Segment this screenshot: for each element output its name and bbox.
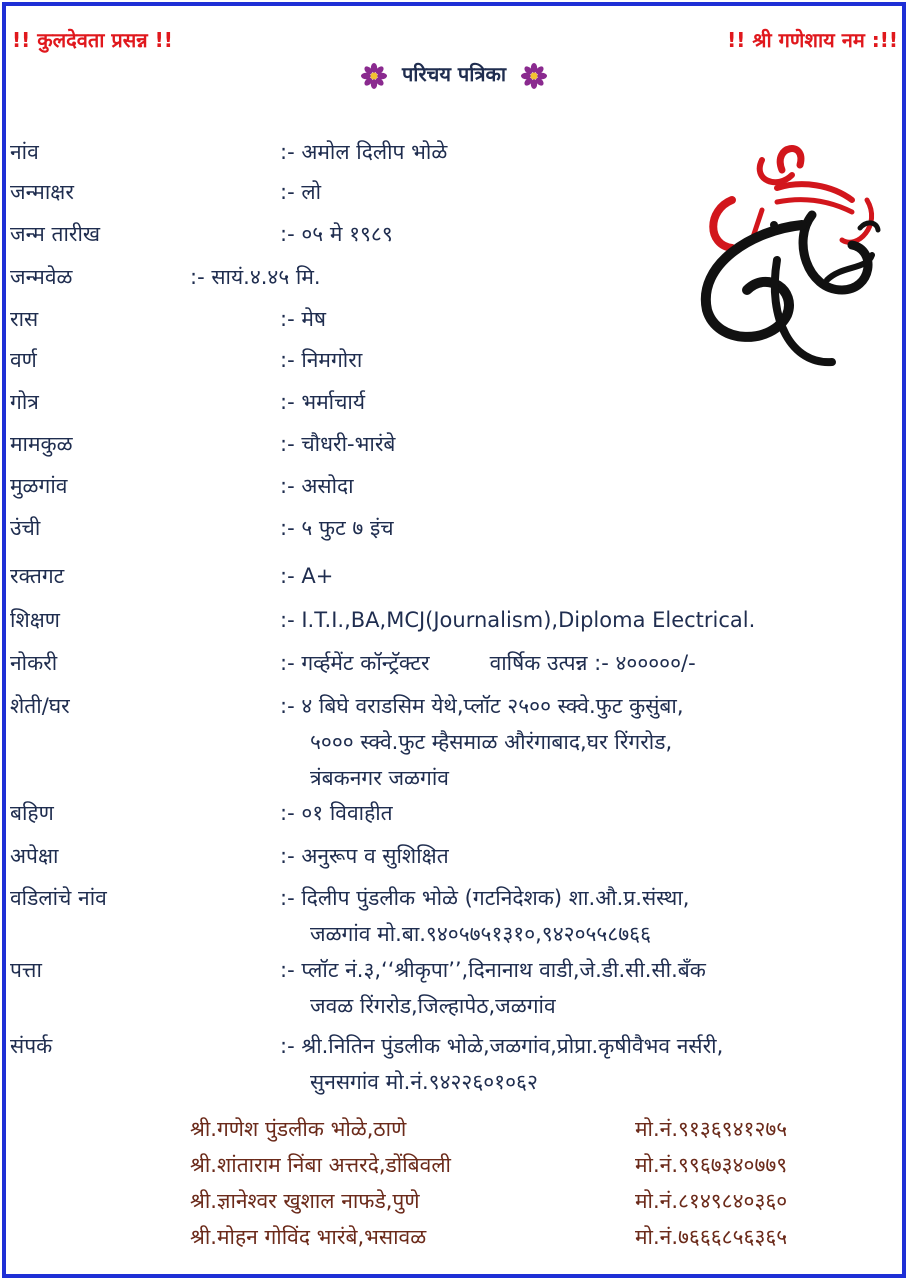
detail-value: :- अमोल दिलीप भोळे [280, 140, 448, 164]
detail-value [280, 645, 880, 681]
relative-name: श्री.ज्ञानेश्वर खुशाल नाफडे,पुणे [190, 1189, 420, 1213]
page-title-row [0, 60, 908, 89]
detail-label: रास [10, 307, 39, 331]
detail-value: :- सायं.४.४५ मि. [190, 265, 321, 289]
detail-value: :- चौधरी-भारंबे [280, 432, 396, 456]
occupation-text: :- गर्व्हमेंट कॉन्ट्रॅक्टर [280, 651, 430, 675]
detail-label: वर्ण [10, 348, 37, 372]
detail-value [280, 880, 880, 952]
relative-name: श्री.मोहन गोविंद भारंबे,भसावळ [190, 1225, 427, 1249]
detail-label: जन्म तारीख [10, 222, 101, 246]
detail-value: :- मेष [280, 307, 327, 331]
detail-label: पत्ता [10, 958, 42, 982]
detail-label: अपेक्षा [10, 844, 59, 868]
relative-phone: मो.नं.९९६७३४०७७९ [635, 1153, 788, 1177]
relative-phone: मो.नं.७६६६८५६३६५ [635, 1225, 788, 1249]
detail-label: शिक्षण [10, 608, 60, 632]
detail-value [280, 952, 880, 1024]
detail-value: :- ०१ विवाहीत [280, 801, 393, 825]
detail-label: नोकरी [10, 651, 58, 675]
detail-label: जन्माक्षर [10, 180, 74, 204]
flower-icon [361, 63, 387, 89]
father-line-2: जळगांव मो.बा.९४०५७५१३१०,९४२०५५८७६६ [310, 922, 652, 946]
address-line-1: :- प्लॉट नं.३,‘‘श्रीकृपा’’,दिनानाथ वाडी,जे.डी.सी.सी.बॅंक [280, 958, 706, 982]
detail-label: मुळगांव [10, 474, 68, 498]
detail-value: :- A+ [280, 564, 334, 588]
detail-label: संपर्क [10, 1034, 53, 1058]
property-line-2: ५००० स्क्वे.फुट म्हैसमाळ औरंगाबाद,घर रिंगरोड, [310, 730, 673, 754]
relative-phone: मो.नं.९१३६९४१२७५ [635, 1117, 788, 1141]
detail-value: :- ०५ मे १९८९ [280, 222, 393, 246]
detail-value: :- ५ फुट ७ इंच [280, 516, 394, 540]
property-line-3: त्रंबकनगर जळगांव [310, 766, 449, 790]
detail-value: :- अनुरूप व सुशिक्षित [280, 844, 449, 868]
ganesh-salutation: !! श्री गणेशाय नम :!! [727, 28, 898, 52]
detail-label: शेती/घर [10, 694, 70, 718]
detail-value: :- भर्माचार्य [280, 390, 366, 414]
detail-label: बहिण [10, 801, 54, 825]
father-line-1: :- दिलीप पुंडलीक भोळे (गटनिदेशक) शा.औ.प्र.संस्था, [280, 886, 690, 910]
detail-label: नांव [10, 140, 39, 164]
relative-name: श्री.शांताराम निंबा अत्तरदे,डोंबिवली [190, 1153, 451, 1177]
detail-value: :- असोदा [280, 474, 354, 498]
detail-label: मामकुळ [10, 432, 73, 456]
detail-value [280, 1028, 880, 1100]
detail-value: :- I.T.I.,BA,MCJ(Journalism),Diploma Electrical. [280, 608, 756, 632]
flower-icon [521, 63, 547, 89]
property-line-1: :- ४ बिघे वराडसिम येथे,प्लॉट २५०० स्क्वे.फुट कुसुंबा, [280, 694, 684, 718]
detail-label: रक्तगट [10, 564, 65, 588]
annual-income: वार्षिक उत्पन्न :- ४०००००/- [489, 651, 696, 675]
detail-label: उंची [10, 516, 41, 540]
kuldevata-heading: !! कुलदेवता प्रसन्न !! [12, 28, 173, 52]
page-title: परिचय पत्रिका [401, 62, 507, 86]
relative-phone: मो.नं.८१४९८४०३६० [635, 1189, 788, 1213]
contact-line-1: :- श्री.नितिन पुंडलीक भोळे,जळगांव,प्रोप्रा.कृषीवैभव नर्सरी, [280, 1034, 724, 1058]
detail-value: :- निमगोरा [280, 348, 363, 372]
detail-label: जन्मवेळ [10, 265, 73, 289]
detail-label: गोत्र [10, 390, 39, 414]
contact-line-2: सुनसगांव मो.नं.९४२२६०१०६२ [310, 1070, 538, 1094]
detail-value: :- लो [280, 180, 322, 204]
detail-value [280, 688, 880, 796]
detail-label: वडिलांचे नांव [10, 886, 107, 910]
address-line-2: जवळ रिंगरोड,जिल्हापेठ,जळगांव [310, 994, 556, 1018]
relative-name: श्री.गणेश पुंडलीक भोळे,ठाणे [190, 1117, 407, 1141]
